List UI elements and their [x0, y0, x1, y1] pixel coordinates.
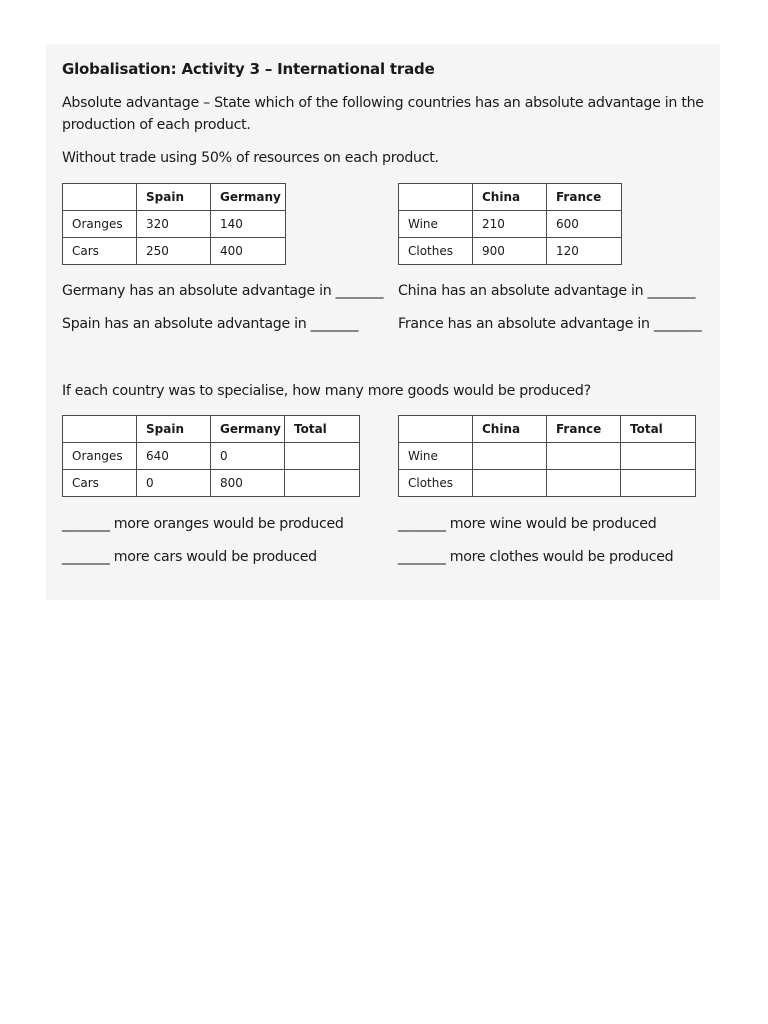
header-cell: France — [547, 184, 622, 211]
table-china-france — [398, 183, 622, 265]
total-cell[interactable] — [621, 443, 696, 470]
table-row — [63, 470, 360, 497]
table-row — [63, 238, 286, 265]
answer-clothes[interactable]: _______ more clothes would be produced — [398, 549, 674, 565]
table-cell: 640 — [137, 443, 211, 470]
question-specialise: If each country was to specialise, how many more goods would be produced? — [62, 383, 591, 399]
table-cell: 400 — [211, 238, 286, 265]
header-cell — [63, 416, 137, 443]
answer-china[interactable]: China has an absolute advantage in _______ — [398, 283, 696, 299]
row-label: Wine — [399, 443, 473, 470]
header-cell — [399, 416, 473, 443]
header-cell: Spain — [137, 416, 211, 443]
header-cell: China — [473, 416, 547, 443]
header-cell: Total — [285, 416, 360, 443]
table-header-row — [63, 416, 360, 443]
table-cell: 0 — [137, 470, 211, 497]
table-cell[interactable] — [547, 470, 621, 497]
table-cell: 120 — [547, 238, 622, 265]
table-row — [399, 443, 696, 470]
table-row — [399, 211, 622, 238]
header-cell: Germany — [211, 416, 285, 443]
table-china-france-specialised — [398, 415, 696, 497]
answer-france[interactable]: France has an absolute advantage in _______ — [398, 316, 702, 332]
table-header-row — [63, 184, 286, 211]
table-spain-germany — [62, 183, 286, 265]
worksheet-title: Globalisation: Activity 3 – International trade — [62, 60, 435, 78]
total-cell[interactable] — [621, 470, 696, 497]
table-cell: 250 — [137, 238, 211, 265]
table-cell: 0 — [211, 443, 285, 470]
table-cell: 210 — [473, 211, 547, 238]
table-cell[interactable] — [473, 470, 547, 497]
header-cell: Spain — [137, 184, 211, 211]
header-cell — [399, 184, 473, 211]
row-label: Cars — [63, 470, 137, 497]
total-cell[interactable] — [285, 470, 360, 497]
table-cell: 320 — [137, 211, 211, 238]
condition-text: Without trade using 50% of resources on each product. — [62, 150, 439, 166]
row-label: Cars — [63, 238, 137, 265]
table-row — [399, 238, 622, 265]
answer-spain[interactable]: Spain has an absolute advantage in _______ — [62, 316, 359, 332]
row-label: Oranges — [63, 211, 137, 238]
header-cell — [63, 184, 137, 211]
header-cell: China — [473, 184, 547, 211]
answer-oranges[interactable]: _______ more oranges would be produced — [62, 516, 344, 532]
row-label: Clothes — [399, 238, 473, 265]
header-cell: Germany — [211, 184, 286, 211]
table-cell: 800 — [211, 470, 285, 497]
table-cell: 140 — [211, 211, 286, 238]
total-cell[interactable] — [285, 443, 360, 470]
intro-text: Absolute advantage – State which of the following countries has an absolute advantage in the production of each product. — [62, 95, 704, 133]
table-cell: 600 — [547, 211, 622, 238]
header-cell: Total — [621, 416, 696, 443]
table-row — [63, 211, 286, 238]
row-label: Clothes — [399, 470, 473, 497]
answer-cars[interactable]: _______ more cars would be produced — [62, 549, 317, 565]
answer-germany[interactable]: Germany has an absolute advantage in _______ — [62, 283, 384, 299]
answer-wine[interactable]: _______ more wine would be produced — [398, 516, 657, 532]
table-header-row — [399, 184, 622, 211]
row-label: Wine — [399, 211, 473, 238]
table-cell[interactable] — [473, 443, 547, 470]
table-spain-germany-specialised — [62, 415, 360, 497]
header-cell: France — [547, 416, 621, 443]
table-cell[interactable] — [547, 443, 621, 470]
table-cell: 900 — [473, 238, 547, 265]
table-row — [399, 470, 696, 497]
table-header-row — [399, 416, 696, 443]
row-label: Oranges — [63, 443, 137, 470]
table-row — [63, 443, 360, 470]
